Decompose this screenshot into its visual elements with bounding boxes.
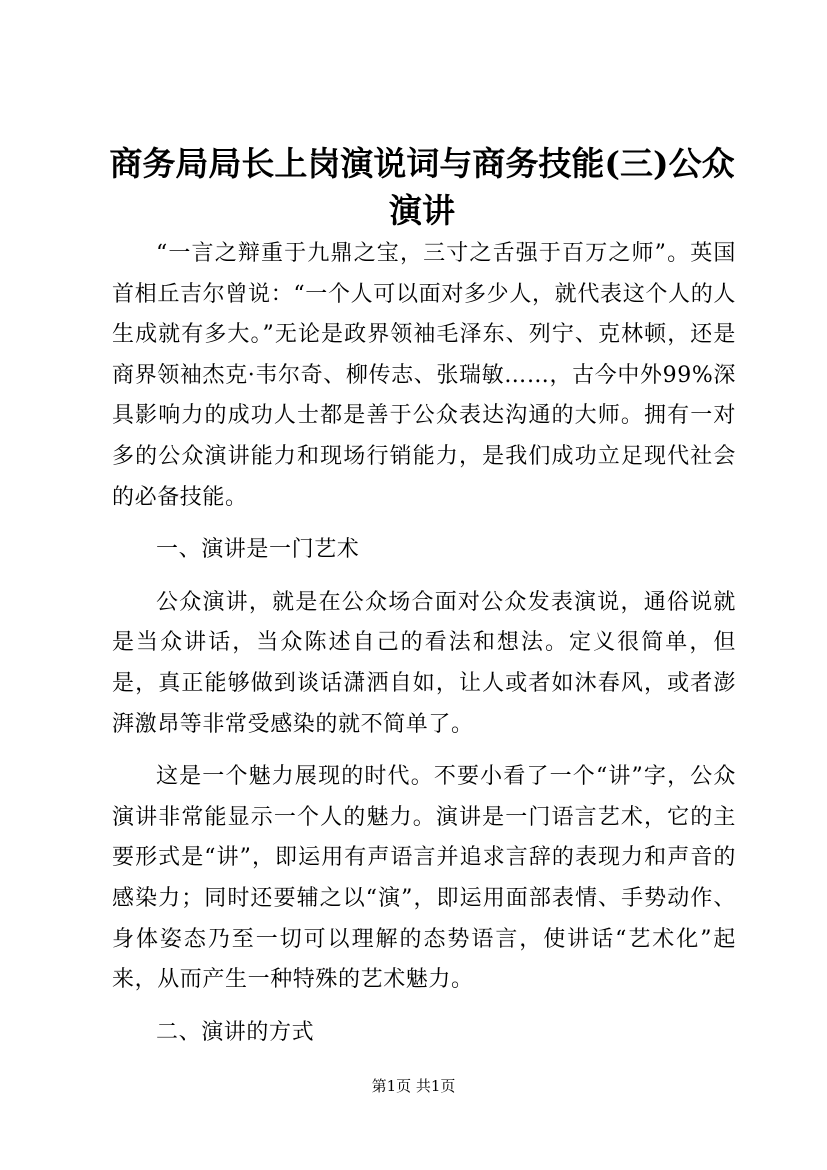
document-body xyxy=(112,234,736,1053)
section-heading-1: 一、演讲是一门艺术 xyxy=(156,537,360,563)
paragraph-2: 这是一个魅力展现的时代。不要小看了一个“讲”字，公众演讲非常能显示一个人的魅力。演讲是一门语言艺术，它的主要形式是“讲”，即运用有声语言并追求言辞的表现力和声音的感染力；同时还要辅之以“演”，即运用面部表情、手势动作、身体姿态乃至一切可以理解的态势语言，使讲话“艺术化”起来，从而产生一种特殊的艺术魅力。 xyxy=(112,764,736,993)
intro-paragraph: “一言之辩重于九鼎之宝，三寸之舌强于百万之师”。英国首相丘吉尔曾说：“一个人可以面对多少人，就代表这个人的人生成就有多大。”无论是政界领袖毛泽东、列宁、克林顿，还是商界领袖杰克·韦尔奇、柳传志、张瑞敏……，古今中外99%深具影响力的成功人士都是善于公众表达沟通的大师。拥有一对多的公众演讲能力和现场行销能力，是我们成功立足现代社会的必备技能。 xyxy=(112,241,736,510)
paragraph-1: 公众演讲，就是在公众场合面对公众发表演说，通俗说就是当众讲话，当众陈述自己的看法和想法。定义很简单，但是，真正能够做到谈话潇洒自如，让人或者如沐春风，或者澎湃激昂等非常受感染的就不简单了。 xyxy=(112,589,736,737)
document-title: 商务局局长上岗演说词与商务技能(三)公众演讲 xyxy=(109,144,735,230)
section-heading-2: 二、演讲的方式 xyxy=(156,1019,315,1045)
page-number-footer: 第1页 共1页 xyxy=(371,1077,456,1095)
